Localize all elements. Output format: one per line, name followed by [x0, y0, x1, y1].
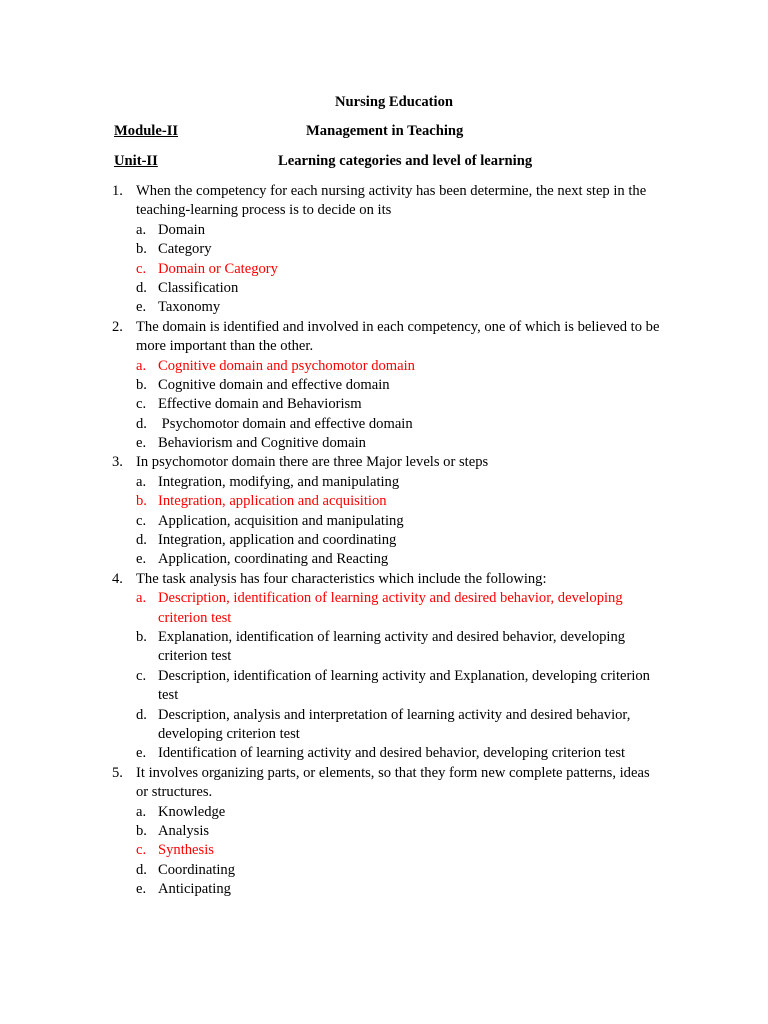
- option-letter: d.: [136, 532, 147, 549]
- answer-option: [0, 667, 768, 706]
- option-text: [158, 492, 658, 511]
- option-text: [158, 841, 658, 860]
- option-text-line: Explanation, identification of learning activity and desired behavior, developing: [158, 628, 626, 645]
- option-text: [158, 221, 658, 240]
- question-number: 5.: [112, 764, 123, 781]
- answer-option: [0, 473, 768, 492]
- option-text-line: Analysis: [158, 822, 210, 839]
- option-letter: a.: [136, 221, 147, 238]
- answer-option: [0, 550, 768, 569]
- answer-option: [0, 822, 768, 841]
- option-text-line: Integration, modifying, and manipulating: [158, 473, 400, 490]
- option-letter: d.: [136, 279, 147, 296]
- question-list: [0, 182, 768, 899]
- option-text: [158, 415, 658, 434]
- option-text: [158, 240, 658, 259]
- question-text: [136, 764, 696, 803]
- answer-option-correct: [0, 260, 768, 279]
- answer-option: [0, 706, 768, 745]
- module-label: Module-II: [114, 123, 179, 139]
- option-text-line: Domain or Category: [158, 260, 278, 277]
- option-letter: a.: [136, 473, 147, 490]
- option-text: [158, 260, 658, 279]
- answer-option: [0, 803, 768, 822]
- answer-option: [0, 861, 768, 880]
- answer-option-correct: [0, 492, 768, 511]
- option-text: [158, 473, 658, 492]
- question-number: 2.: [112, 318, 123, 335]
- question-number: 3.: [112, 454, 123, 471]
- option-text-line: developing criterion test: [158, 725, 300, 742]
- option-text-line: Application, acquisition and manipulating: [158, 512, 404, 529]
- question-text-line: The domain is identified and involved in each competency, one of which is believed to be: [136, 318, 660, 335]
- option-letter: b.: [136, 822, 147, 839]
- option-text: [158, 512, 658, 531]
- answer-option: [0, 298, 768, 317]
- option-text-line: Description, identification of learning activity and Explanation, developing criterion: [158, 667, 650, 684]
- unit-title: Learning categories and level of learning: [278, 153, 533, 169]
- option-letter: d.: [136, 415, 147, 432]
- option-text: [158, 279, 658, 298]
- option-text-line: Synthesis: [158, 842, 214, 859]
- option-letter: a.: [136, 803, 147, 820]
- answer-option: [0, 376, 768, 395]
- option-text-line: Cognitive domain and effective domain: [158, 376, 390, 393]
- option-text: [158, 298, 658, 317]
- option-text: [158, 376, 658, 395]
- option-text-line: Description, identification of learning activity and desired behavior, developing: [158, 590, 623, 607]
- unit-label: Unit-II: [114, 153, 158, 169]
- option-text-line: Classification: [158, 279, 239, 296]
- option-text-line: Taxonomy: [158, 299, 221, 316]
- option-text: [158, 531, 658, 550]
- option-text-line: Behaviorism and Cognitive domain: [158, 435, 366, 452]
- option-letter: c.: [136, 260, 147, 277]
- option-text-line: Integration, application and acquisition: [158, 493, 387, 510]
- option-text-line: Description, analysis and interpretation of learning activity and desired behavior,: [158, 706, 631, 723]
- option-letter: b.: [136, 241, 147, 258]
- option-text-line: Application, coordinating and Reacting: [158, 551, 389, 568]
- option-text: [158, 357, 658, 376]
- question-text-line: In psychomotor domain there are three Major levels or steps: [136, 454, 489, 471]
- option-letter: b.: [136, 376, 147, 393]
- question-text-line: It involves organizing parts, or elements, so that they form new complete patterns, ideas: [136, 764, 650, 781]
- answer-option-correct: [0, 841, 768, 860]
- question-number: 1.: [112, 183, 123, 199]
- option-text: [158, 667, 658, 706]
- option-letter: e.: [136, 299, 147, 316]
- option-text-line: Integration, application and coordinating: [158, 532, 397, 549]
- option-text-line: Knowledge: [158, 803, 226, 820]
- question-text: [136, 318, 696, 357]
- option-letter: a.: [136, 590, 147, 607]
- option-text-line: criterion test: [158, 648, 232, 665]
- option-letter: e.: [136, 745, 147, 762]
- option-letter: c.: [136, 512, 147, 529]
- option-text-line: Category: [158, 241, 212, 258]
- option-letter: c.: [136, 396, 147, 413]
- question-text-line: or structures.: [136, 784, 213, 801]
- question-item: [0, 453, 768, 569]
- question-item: [0, 570, 768, 764]
- option-letter: e.: [136, 881, 147, 898]
- question-text: [136, 453, 696, 472]
- question-item: [0, 764, 768, 900]
- module-title: Management in Teaching: [306, 123, 464, 139]
- option-letter: d.: [136, 861, 147, 878]
- option-text: [158, 589, 658, 628]
- question-text: [136, 182, 696, 221]
- option-text: [158, 822, 658, 841]
- option-text-line: Effective domain and Behaviorism: [158, 396, 362, 413]
- option-text-line: Anticipating: [158, 881, 231, 898]
- answer-option: [0, 221, 768, 240]
- answer-option: [0, 512, 768, 531]
- option-text-line: Domain: [158, 221, 206, 238]
- question-text: [136, 570, 696, 589]
- option-text: [158, 803, 658, 822]
- option-text: [158, 706, 658, 745]
- question-item: [0, 318, 768, 454]
- option-text: [158, 628, 658, 667]
- question-number: 4.: [112, 570, 123, 587]
- answer-option: [0, 240, 768, 259]
- answer-option: [0, 531, 768, 550]
- option-text-line: test: [158, 687, 179, 704]
- question-text-line: The task analysis has four characteristics which include the following:: [136, 570, 547, 587]
- option-letter: a.: [136, 357, 147, 374]
- option-letter: e.: [136, 551, 147, 568]
- answer-option-correct: [0, 357, 768, 376]
- option-text-line: Cognitive domain and psychomotor domain: [158, 357, 415, 374]
- document-title: Nursing Education: [335, 94, 453, 110]
- option-text-line: Psychomotor domain and effective domain: [158, 415, 413, 432]
- answer-option: [0, 744, 768, 763]
- option-text-line: Identification of learning activity and desired behavior, developing criterion test: [158, 745, 626, 762]
- option-letter: c.: [136, 667, 147, 684]
- option-text: [158, 395, 658, 414]
- question-item: [0, 182, 768, 318]
- answer-option-correct: [0, 589, 768, 628]
- answer-option: [0, 434, 768, 453]
- option-letter: e.: [136, 435, 147, 452]
- option-text-line: Coordinating: [158, 861, 236, 878]
- answer-option: [0, 628, 768, 667]
- answer-option: [0, 880, 768, 899]
- option-letter: d.: [136, 706, 147, 723]
- option-text-line: criterion test: [158, 609, 232, 626]
- question-text-line: When the competency for each nursing activity has been determine, the next step in the: [136, 183, 647, 199]
- option-text: [158, 434, 658, 453]
- option-letter: b.: [136, 628, 147, 645]
- option-letter: b.: [136, 493, 147, 510]
- option-text: [158, 880, 658, 899]
- option-letter: c.: [136, 842, 147, 859]
- answer-option: [0, 279, 768, 298]
- question-text-line: teaching-learning process is to decide on its: [136, 202, 392, 219]
- answer-option: [0, 395, 768, 414]
- option-text: [158, 550, 658, 569]
- option-text: [158, 744, 658, 763]
- question-text-line: more important than the other.: [136, 338, 314, 355]
- answer-option: [0, 415, 768, 434]
- option-text: [158, 861, 658, 880]
